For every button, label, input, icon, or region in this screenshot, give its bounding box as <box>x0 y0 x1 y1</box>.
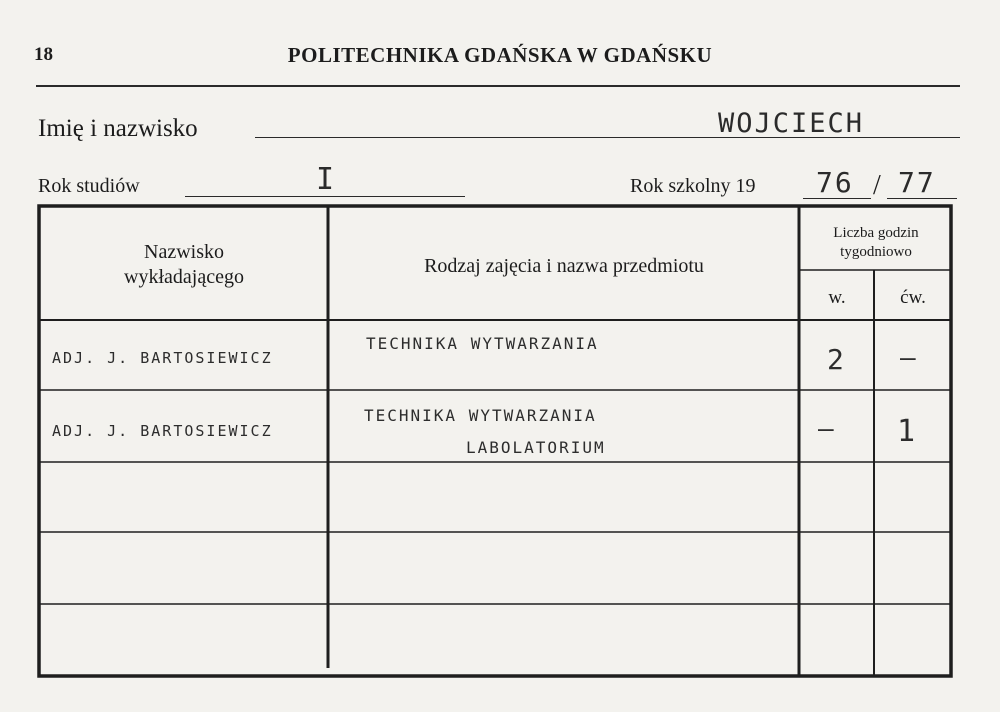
school-year-start: 76 <box>816 166 854 199</box>
page-number: 18 <box>34 44 53 65</box>
row-2-lecture-hours: — <box>818 414 836 444</box>
table-row-empty-4 <box>40 534 950 602</box>
row-1-exercise-hours: — <box>900 343 918 373</box>
school-year-label: Rok szkolny 19 <box>630 175 756 197</box>
table-row-empty-3 <box>40 464 950 530</box>
row-1-lecturer: ADJ. J. BARTOSIEWICZ <box>52 349 273 367</box>
school-year-separator: / <box>873 170 881 201</box>
row-1-lecture-hours: 2 <box>827 343 846 376</box>
exercises-column-header: ćw. <box>900 287 926 308</box>
row-2-exercise-hours: 1 <box>897 414 918 449</box>
name-value: WOJCIECH <box>718 108 865 139</box>
row-1-subject: TECHNIKA WYTWARZANIA <box>366 334 599 353</box>
name-label: Imię i nazwisko <box>38 115 198 142</box>
year-of-study-label: Rok studiów <box>38 175 140 197</box>
school-year-end: 77 <box>898 166 936 199</box>
institution-title: POLITECHNIKA GDAŃSKA W GDAŃSKU <box>287 43 713 67</box>
lectures-column-header: w. <box>828 287 846 308</box>
lecturer-column-header: Nazwisko wykładającego <box>124 241 244 288</box>
table-row-empty-5 <box>40 606 950 674</box>
row-2-lecturer: ADJ. J. BARTOSIEWICZ <box>52 422 273 440</box>
row-2-subject-line-1: TECHNIKA WYTWARZANIA <box>364 406 597 425</box>
subject-column-header: Rodzaj zajęcia i nazwa przedmiotu <box>424 255 704 277</box>
weekly-hours-header: Liczba godzin tygodniowo <box>833 225 919 260</box>
row-2-subject-line-2: LABOLATORIUM <box>466 438 606 457</box>
year-of-study-value: I <box>316 162 337 197</box>
